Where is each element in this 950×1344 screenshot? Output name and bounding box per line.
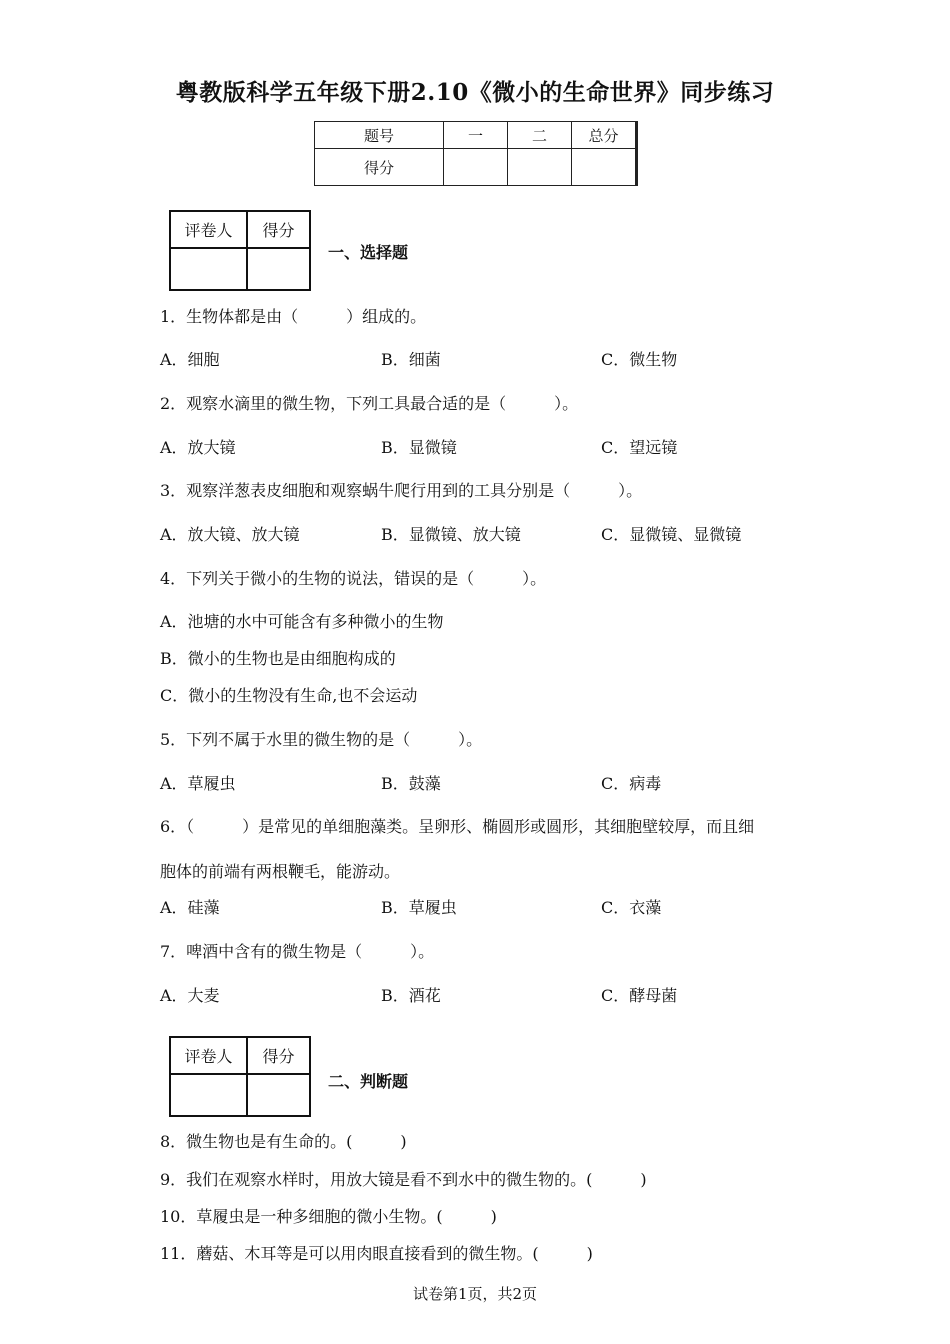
grader-score-label: 得分 (247, 1037, 310, 1074)
option: A．细胞 (160, 350, 220, 369)
option: B．草履虫 (381, 898, 457, 917)
option: A．放大镜 (160, 438, 236, 457)
grader-box (169, 210, 311, 291)
question-text: 1．生物体都是由（ ）组成的。 (160, 307, 427, 326)
option: B．酒花 (381, 986, 441, 1005)
option: C．微小的生物没有生命,也不会运动 (160, 686, 418, 705)
question-text: 7．啤酒中含有的微生物是（ ）。 (160, 942, 435, 961)
question-text-continued: 胞体的前端有两根鞭毛，能游动。 (160, 862, 401, 881)
score-table-header: 一 (444, 122, 508, 149)
grader-score-label: 得分 (247, 211, 310, 248)
page-title: 粤教版科学五年级下册2.10《微小的生命世界》同步练习 (175, 79, 775, 106)
option: A．大麦 (160, 986, 220, 1005)
score-table-header: 总分 (572, 122, 636, 149)
score-cell (572, 149, 636, 186)
option: A．硅藻 (160, 898, 220, 917)
option: B．显微镜 (381, 438, 457, 457)
question-text: 9．我们在观察水样时，用放大镜是看不到水中的微生物的。( ) (160, 1170, 647, 1189)
option: A．草履虫 (160, 774, 236, 793)
score-table-header: 二 (508, 122, 572, 149)
question-text: 5．下列不属于水里的微生物的是（ ）。 (160, 730, 483, 749)
grader-reviewer-label: 评卷人 (170, 1037, 247, 1074)
option: B．显微镜、放大镜 (381, 525, 521, 544)
score-cell (444, 149, 508, 186)
option: C．显微镜、显微镜 (601, 525, 742, 544)
option: C．望远镜 (601, 438, 678, 457)
option: A．池塘的水中可能含有多种微小的生物 (160, 612, 444, 631)
grader-cell (170, 248, 247, 290)
page-footer: 试卷第1页，共2页 (412, 1285, 538, 1303)
option: B．细菌 (381, 350, 441, 369)
score-cell (508, 149, 572, 186)
question-text: 11．蘑菇、木耳等是可以用肉眼直接看到的微生物。( ) (160, 1244, 593, 1263)
option: C．微生物 (601, 350, 678, 369)
option: B．鼓藻 (381, 774, 441, 793)
question-text: 6．（ ）是常见的单细胞藻类。呈卵形、椭圆形或圆形，其细胞壁较厚，而且细 (160, 817, 755, 836)
question-text: 4．下列关于微小的生物的说法，错误的是（ ）。 (160, 569, 547, 588)
section-heading: 一、选择题 (328, 243, 409, 262)
grader-cell (247, 248, 310, 290)
grader-cell (170, 1074, 247, 1116)
option: A．放大镜、放大镜 (160, 525, 300, 544)
option: B．微小的生物也是由细胞构成的 (160, 649, 396, 668)
option: C．病毒 (601, 774, 662, 793)
question-text: 8．微生物也是有生命的。( ) (160, 1132, 407, 1151)
score-table-row-label: 得分 (315, 149, 444, 186)
question-text: 10．草履虫是一种多细胞的微小生物。( ) (160, 1207, 497, 1226)
option: C．衣藻 (601, 898, 662, 917)
question-text: 3．观察洋葱表皮细胞和观察蜗牛爬行用到的工具分别是（ ）。 (160, 481, 643, 500)
score-table-header: 题号 (315, 122, 444, 149)
section-heading: 二、判断题 (328, 1072, 409, 1091)
grader-box (169, 1036, 311, 1117)
grader-reviewer-label: 评卷人 (170, 211, 247, 248)
option: C．酵母菌 (601, 986, 678, 1005)
score-table (314, 121, 636, 186)
grader-cell (247, 1074, 310, 1116)
question-text: 2．观察水滴里的微生物，下列工具最合适的是（ ）。 (160, 394, 579, 413)
